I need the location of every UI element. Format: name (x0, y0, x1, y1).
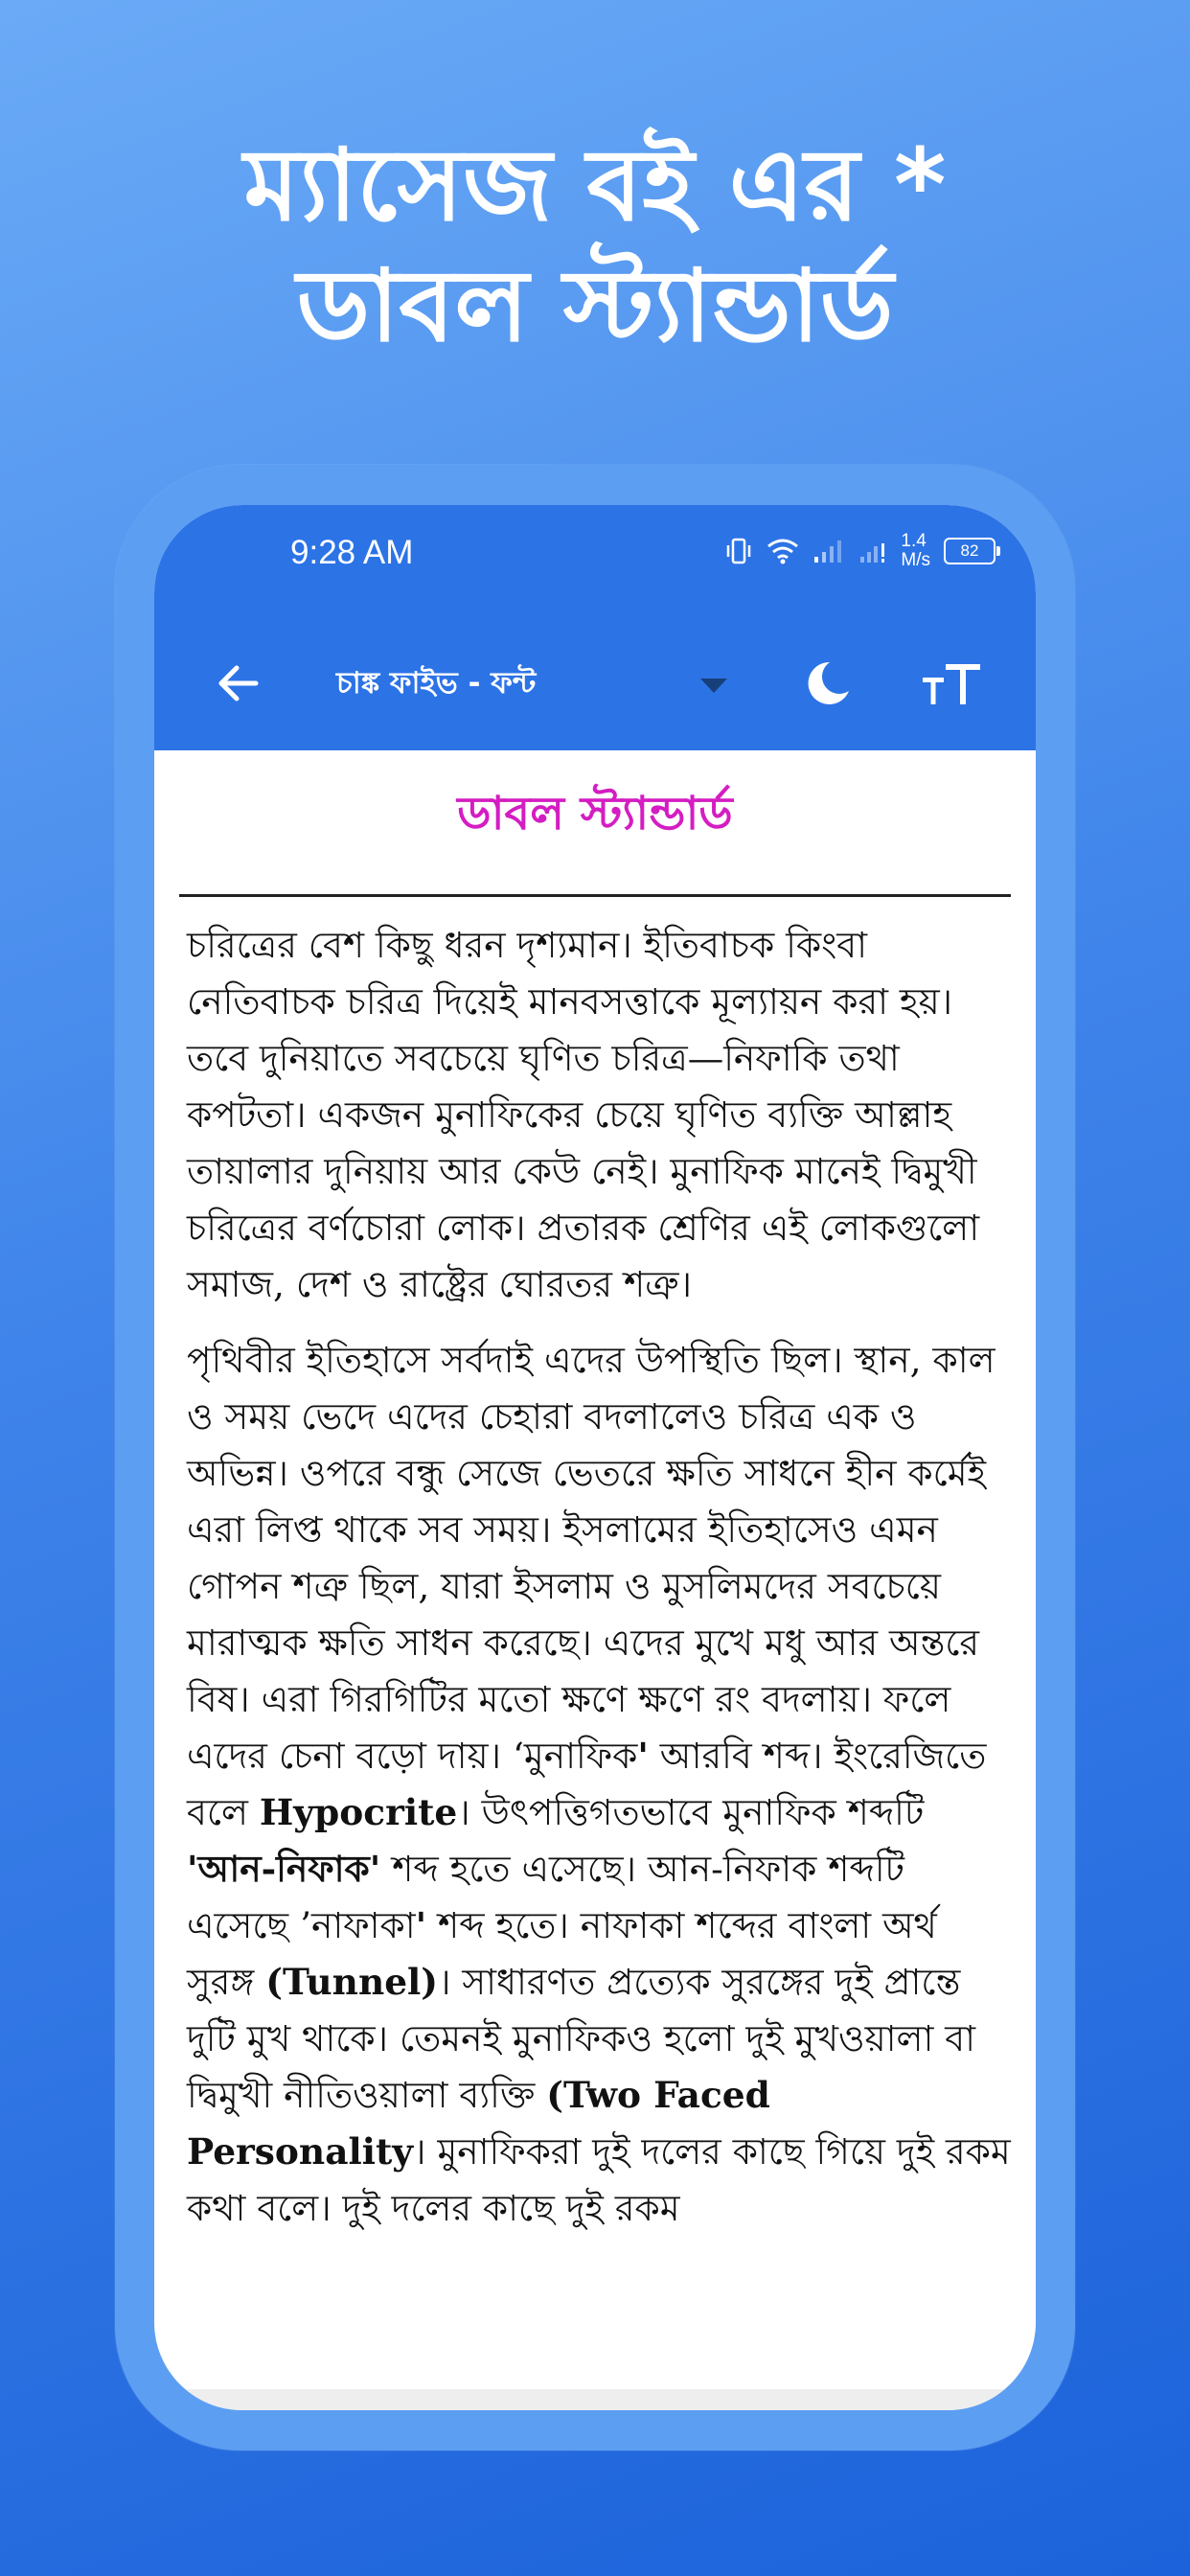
caret-down-icon (698, 676, 729, 695)
app-screen (154, 505, 1036, 2410)
signal-icon (812, 538, 845, 564)
text-size-icon[interactable] (921, 656, 982, 710)
app-bar (154, 618, 1036, 750)
reader-content[interactable] (154, 750, 1036, 2410)
network-speed-value: 1.4 (901, 531, 927, 551)
wifi-icon (767, 538, 799, 564)
paragraph-2-text-a: পৃথিবীর ইতিহাসে সর্বদাই এদের উপস্থিতি ছিল। স্থান, কাল ও সময় ভেদে এদের চেহারা বদলালেও চরিত্র এক ও অভিন্ন। ওপরে বন্ধু সেজে ভেতরে ক্ষতি সাধনে হীন কর্মেই এরা লিপ্ত থাকে সব সময়। ইসলামের ইতিহাসেও এমন গোপন শত্রু ছিল, যারা ইসলাম ও মুসলিমদের সবচেয়ে মারাত্মক ক্ষতি সাধন করেছে। এদের মুখে মধু আর অন্তরে বিষ। এরা গিরগিটির মতো ক্ষণে ক্ষণে রং বদলায়। ফলে এদের চেনা বড়ো দায়। ‘মুনাফিক (187, 1339, 995, 1777)
paragraph-2-term-an-nifaq: 'আন-নিফাক' (187, 1848, 381, 1890)
paragraph-2-term-two-faced: (Two Faced Personality (187, 2074, 770, 2173)
paragraph-2-term-hypocrite: Hypocrite (259, 1791, 458, 1833)
arrow-left-icon[interactable] (212, 656, 265, 710)
article-paragraph-1: চরিত্রের বেশ কিছু ধরন দৃশ্যমান। ইতিবাচক কিংবা নেতিবাচক চরিত্র দিয়েই মানবসত্তাকে মূল্যায়ন করা হয়। তবে দুনিয়াতে সবচেয়ে ঘৃণিত চরিত্র—নিফাকি তথা কপটতা। একজন মুনাফিকের চেয়ে ঘৃণিত ব্যক্তি আল্লাহ তায়ালার দুনিয়ায় আর কেউ নেই। মুনাফিক মানেই দ্বিমুখী চরিত্রের বর্ণচোরা লোক। প্রতারক শ্রেণির এই লোকগুলো সমাজ, দেশ ও রাষ্ট্রের ঘোরতর শত্রু। (187, 924, 980, 1305)
promo-title-line-2: ডাবল স্ট্যান্ডার্ড (296, 247, 894, 364)
paragraph-2-text-i: শব্দ হতে। নাফাকা শব্দের বাংলা অর্থ সুরঙ্গ (187, 1904, 937, 2003)
network-speed (901, 532, 930, 570)
paragraph-2-term-tunnel: (Tunnel) (265, 1961, 439, 2003)
paragraph-2-quote-a: ' (637, 1735, 649, 1777)
network-speed-unit: M/s (901, 550, 930, 570)
vibrate-icon (724, 537, 753, 565)
paragraph-2-text-k: । সাধারণত প্রত্যেক সুরঙ্গের দুই প্রান্তে দুটি মুখ থাকে। তেমনই মুনাফিকও হলো দুই মুখওয়ালা বা দ্বিমুখী নীতিওয়ালা ব্যক্তি (187, 1961, 976, 2116)
article-body (187, 917, 1013, 2256)
heading-divider (179, 894, 1011, 897)
paragraph-2-text-g: শব্দ হতে এসেছে। আন-নিফাক শব্দটি এসেছে ’নাফাকা (187, 1848, 904, 1946)
battery-indicator: 82 (944, 538, 995, 564)
article-paragraph-2 (187, 1332, 1013, 2237)
chapter-selector[interactable] (336, 647, 729, 720)
article-heading: ডাবল স্ট্যান্ডার্ড (457, 787, 733, 840)
paragraph-2-text-m: । মুনাফিকরা দুই দলের কাছে গিয়ে দুই রকম কথা বলে। দুই দলের কাছে দুই রকম (187, 2130, 1011, 2229)
status-icons (724, 532, 995, 570)
status-bar (154, 505, 1036, 618)
promo-title (0, 125, 1190, 366)
paragraph-2-text-e: । উৎপত্তিগতভাবে মুনাফিক শব্দটি (457, 1791, 925, 1833)
chapter-title: চাঙ্ক ফাইভ - ফন্ট (336, 666, 537, 701)
moon-icon[interactable] (801, 656, 855, 710)
promo-title-line-1: ম্যাসেজ বই এর * (243, 126, 947, 243)
paragraph-2-text-c: আরবি শব্দ। ইংরেজিতে বলে (187, 1735, 987, 1833)
bottom-edge (154, 2389, 1036, 2410)
phone-frame (115, 465, 1075, 2450)
paragraph-2-quote-b: ' (415, 1904, 427, 1946)
signal-2-icon (858, 538, 887, 564)
status-time: 9:28 AM (290, 534, 414, 571)
